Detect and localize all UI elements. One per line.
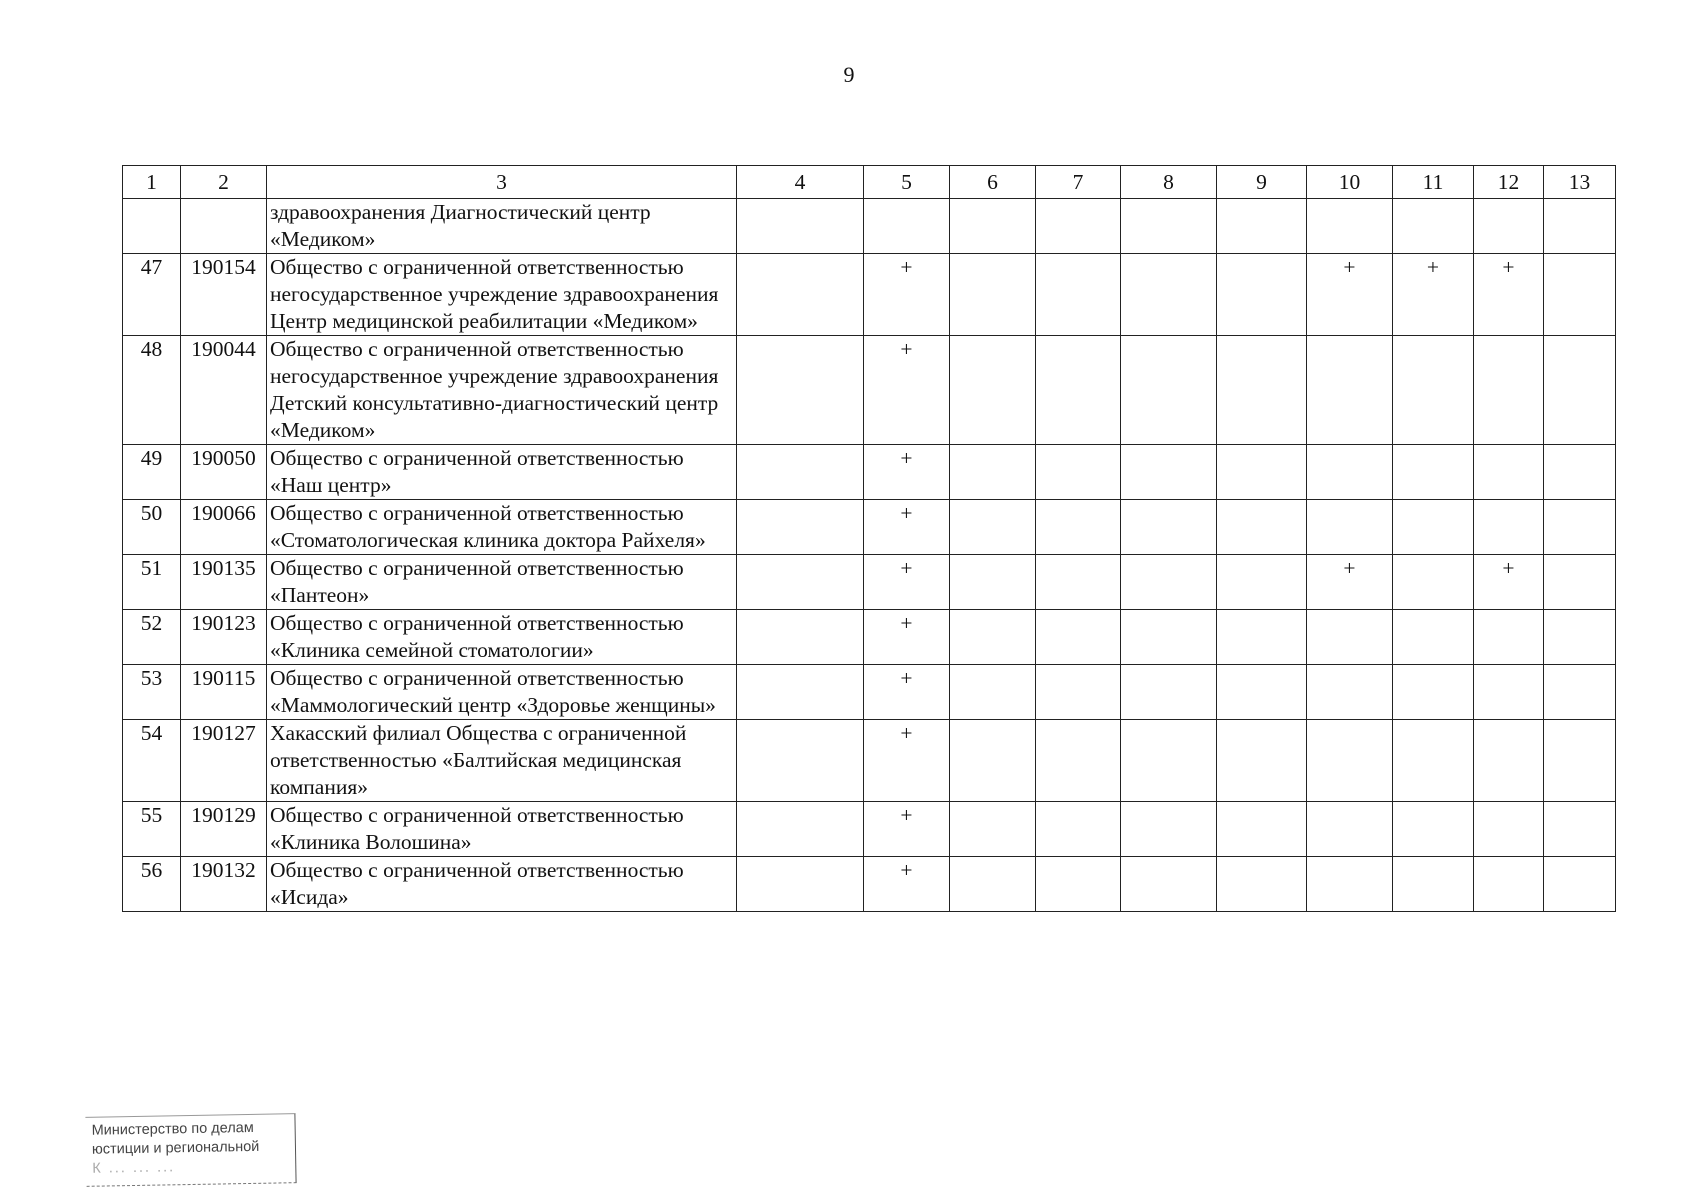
registry-code-cell: 190123 <box>181 610 267 665</box>
mark-cell-col-4 <box>737 720 864 802</box>
registry-code-cell: 190129 <box>181 802 267 857</box>
registry-code-cell <box>181 199 267 254</box>
mark-cell-col-6 <box>950 665 1036 720</box>
mark-cell-col-11 <box>1393 445 1474 500</box>
column-header: 7 <box>1036 166 1121 199</box>
mark-cell-col-4 <box>737 555 864 610</box>
column-header: 10 <box>1307 166 1393 199</box>
mark-cell-col-12 <box>1474 857 1544 912</box>
mark-cell-col-5: + <box>864 857 950 912</box>
mark-cell-col-4 <box>737 665 864 720</box>
organization-name-cell: Общество с ограниченной ответственностью «Маммологический центр «Здоровье женщины» <box>267 665 737 720</box>
mark-cell-col-4 <box>737 500 864 555</box>
mark-cell-col-7 <box>1036 199 1121 254</box>
mark-cell-col-4 <box>737 254 864 336</box>
row-number-cell: 49 <box>123 445 181 500</box>
row-number-cell: 54 <box>123 720 181 802</box>
mark-cell-col-11 <box>1393 555 1474 610</box>
mark-cell-col-6 <box>950 254 1036 336</box>
mark-cell-col-8 <box>1121 802 1217 857</box>
mark-cell-col-11 <box>1393 857 1474 912</box>
mark-cell-col-8 <box>1121 857 1217 912</box>
table-row <box>123 665 1616 720</box>
mark-cell-col-8 <box>1121 720 1217 802</box>
mark-cell-col-13 <box>1544 610 1616 665</box>
row-number-cell: 48 <box>123 336 181 445</box>
table-row <box>123 857 1616 912</box>
organization-name-cell: Общество с ограниченной ответственностью негосударственное учреждение здравоохранения Детский консультативно-диагностический центр «Медиком» <box>267 336 737 445</box>
mark-cell-col-10 <box>1307 445 1393 500</box>
registry-code-cell: 190127 <box>181 720 267 802</box>
mark-cell-col-9 <box>1217 665 1307 720</box>
mark-cell-col-7 <box>1036 555 1121 610</box>
row-number-cell: 51 <box>123 555 181 610</box>
mark-cell-col-12 <box>1474 336 1544 445</box>
mark-cell-col-9 <box>1217 336 1307 445</box>
mark-cell-col-8 <box>1121 610 1217 665</box>
mark-cell-col-6 <box>950 445 1036 500</box>
column-header: 2 <box>181 166 267 199</box>
mark-cell-col-12: + <box>1474 254 1544 336</box>
mark-cell-col-7 <box>1036 445 1121 500</box>
mark-cell-col-12 <box>1474 802 1544 857</box>
mark-cell-col-6 <box>950 199 1036 254</box>
registry-code-cell: 190044 <box>181 336 267 445</box>
mark-cell-col-12 <box>1474 445 1544 500</box>
mark-cell-col-7 <box>1036 336 1121 445</box>
page-number: 9 <box>843 62 855 87</box>
table-row <box>123 802 1616 857</box>
mark-cell-col-10: + <box>1307 254 1393 336</box>
mark-cell-col-12 <box>1474 720 1544 802</box>
organization-name-cell: Общество с ограниченной ответственностью «Пантеон» <box>267 555 737 610</box>
column-header: 12 <box>1474 166 1544 199</box>
mark-cell-col-4 <box>737 445 864 500</box>
mark-cell-col-13 <box>1544 254 1616 336</box>
table-body <box>123 199 1616 912</box>
mark-cell-col-13 <box>1544 802 1616 857</box>
mark-cell-col-12 <box>1474 500 1544 555</box>
mark-cell-col-5: + <box>864 445 950 500</box>
organization-name-cell: Общество с ограниченной ответственностью «Клиника семейной стоматологии» <box>267 610 737 665</box>
mark-cell-col-9 <box>1217 199 1307 254</box>
table-row <box>123 445 1616 500</box>
mark-cell-col-7 <box>1036 857 1121 912</box>
mark-cell-col-10 <box>1307 857 1393 912</box>
mark-cell-col-8 <box>1121 500 1217 555</box>
mark-cell-col-7 <box>1036 720 1121 802</box>
mark-cell-col-6 <box>950 802 1036 857</box>
row-number-cell: 56 <box>123 857 181 912</box>
registry-table <box>122 165 1616 912</box>
organization-name-cell: Хакасский филиал Общества с ограниченной ответственностью «Балтийская медицинская компания» <box>267 720 737 802</box>
mark-cell-col-5: + <box>864 665 950 720</box>
table-row <box>123 254 1616 336</box>
mark-cell-col-7 <box>1036 500 1121 555</box>
mark-cell-col-13 <box>1544 199 1616 254</box>
table-row <box>123 720 1616 802</box>
registry-code-cell: 190132 <box>181 857 267 912</box>
registration-stamp <box>85 1113 296 1187</box>
registry-code-cell: 190154 <box>181 254 267 336</box>
mark-cell-col-13 <box>1544 555 1616 610</box>
mark-cell-col-4 <box>737 610 864 665</box>
column-header: 3 <box>267 166 737 199</box>
column-header: 1 <box>123 166 181 199</box>
mark-cell-col-10 <box>1307 802 1393 857</box>
mark-cell-col-10 <box>1307 500 1393 555</box>
table-row <box>123 199 1616 254</box>
table-row <box>123 555 1616 610</box>
mark-cell-col-6 <box>950 857 1036 912</box>
mark-cell-col-8 <box>1121 336 1217 445</box>
registry-code-cell: 190115 <box>181 665 267 720</box>
column-header: 13 <box>1544 166 1616 199</box>
table-row <box>123 500 1616 555</box>
mark-cell-col-9 <box>1217 857 1307 912</box>
row-number-cell: 53 <box>123 665 181 720</box>
mark-cell-col-4 <box>737 336 864 445</box>
mark-cell-col-5: + <box>864 610 950 665</box>
registry-code-cell: 190135 <box>181 555 267 610</box>
mark-cell-col-12 <box>1474 665 1544 720</box>
mark-cell-col-13 <box>1544 336 1616 445</box>
mark-cell-col-9 <box>1217 445 1307 500</box>
organization-name-cell: Общество с ограниченной ответственностью «Наш центр» <box>267 445 737 500</box>
mark-cell-col-5: + <box>864 555 950 610</box>
mark-cell-col-13 <box>1544 857 1616 912</box>
mark-cell-col-8 <box>1121 665 1217 720</box>
mark-cell-col-5: + <box>864 720 950 802</box>
mark-cell-col-8 <box>1121 254 1217 336</box>
table-row <box>123 610 1616 665</box>
column-header: 5 <box>864 166 950 199</box>
mark-cell-col-11 <box>1393 199 1474 254</box>
mark-cell-col-5 <box>864 199 950 254</box>
stamp-line-3: К ... ... ... <box>92 1159 176 1177</box>
mark-cell-col-10 <box>1307 720 1393 802</box>
mark-cell-col-13 <box>1544 500 1616 555</box>
mark-cell-col-12: + <box>1474 555 1544 610</box>
table-row <box>123 336 1616 445</box>
mark-cell-col-5: + <box>864 500 950 555</box>
header-row <box>123 166 1616 199</box>
mark-cell-col-5: + <box>864 802 950 857</box>
mark-cell-col-9 <box>1217 802 1307 857</box>
mark-cell-col-4 <box>737 802 864 857</box>
mark-cell-col-10 <box>1307 199 1393 254</box>
mark-cell-col-8 <box>1121 199 1217 254</box>
column-header: 8 <box>1121 166 1217 199</box>
mark-cell-col-8 <box>1121 445 1217 500</box>
mark-cell-col-7 <box>1036 610 1121 665</box>
row-number-cell: 50 <box>123 500 181 555</box>
mark-cell-col-9 <box>1217 500 1307 555</box>
organization-name-cell: Общество с ограниченной ответственностью «Клиника Волошина» <box>267 802 737 857</box>
mark-cell-col-9 <box>1217 720 1307 802</box>
mark-cell-col-8 <box>1121 555 1217 610</box>
stamp-line-1: Министерство по делам <box>91 1119 254 1139</box>
mark-cell-col-11: + <box>1393 254 1474 336</box>
column-header: 4 <box>737 166 864 199</box>
row-number-cell: 55 <box>123 802 181 857</box>
stamp-line-2: юстиции и региональной <box>91 1138 260 1158</box>
row-number-cell <box>123 199 181 254</box>
mark-cell-col-6 <box>950 610 1036 665</box>
mark-cell-col-9 <box>1217 254 1307 336</box>
mark-cell-col-10 <box>1307 665 1393 720</box>
mark-cell-col-7 <box>1036 802 1121 857</box>
mark-cell-col-6 <box>950 720 1036 802</box>
mark-cell-col-12 <box>1474 199 1544 254</box>
organization-name-cell: Общество с ограниченной ответственностью «Стоматологическая клиника доктора Райхеля» <box>267 500 737 555</box>
column-header: 9 <box>1217 166 1307 199</box>
mark-cell-col-11 <box>1393 802 1474 857</box>
mark-cell-col-6 <box>950 336 1036 445</box>
mark-cell-col-10 <box>1307 336 1393 445</box>
registry-code-cell: 190066 <box>181 500 267 555</box>
column-header: 11 <box>1393 166 1474 199</box>
mark-cell-col-13 <box>1544 720 1616 802</box>
mark-cell-col-5: + <box>864 254 950 336</box>
mark-cell-col-11 <box>1393 665 1474 720</box>
mark-cell-col-9 <box>1217 555 1307 610</box>
mark-cell-col-13 <box>1544 665 1616 720</box>
row-number-cell: 52 <box>123 610 181 665</box>
organization-name-cell: здравоохранения Диагностический центр «Медиком» <box>267 199 737 254</box>
mark-cell-col-13 <box>1544 445 1616 500</box>
mark-cell-col-6 <box>950 500 1036 555</box>
mark-cell-col-4 <box>737 857 864 912</box>
mark-cell-col-11 <box>1393 500 1474 555</box>
mark-cell-col-4 <box>737 199 864 254</box>
mark-cell-col-10: + <box>1307 555 1393 610</box>
mark-cell-col-7 <box>1036 254 1121 336</box>
mark-cell-col-6 <box>950 555 1036 610</box>
mark-cell-col-11 <box>1393 336 1474 445</box>
organization-name-cell: Общество с ограниченной ответственностью «Исида» <box>267 857 737 912</box>
registry-code-cell: 190050 <box>181 445 267 500</box>
column-header: 6 <box>950 166 1036 199</box>
organization-name-cell: Общество с ограниченной ответственностью негосударственное учреждение здравоохранения Центр медицинской реабилитации «Медиком» <box>267 254 737 336</box>
mark-cell-col-11 <box>1393 720 1474 802</box>
mark-cell-col-9 <box>1217 610 1307 665</box>
mark-cell-col-12 <box>1474 610 1544 665</box>
row-number-cell: 47 <box>123 254 181 336</box>
mark-cell-col-10 <box>1307 610 1393 665</box>
mark-cell-col-11 <box>1393 610 1474 665</box>
mark-cell-col-5: + <box>864 336 950 445</box>
mark-cell-col-7 <box>1036 665 1121 720</box>
